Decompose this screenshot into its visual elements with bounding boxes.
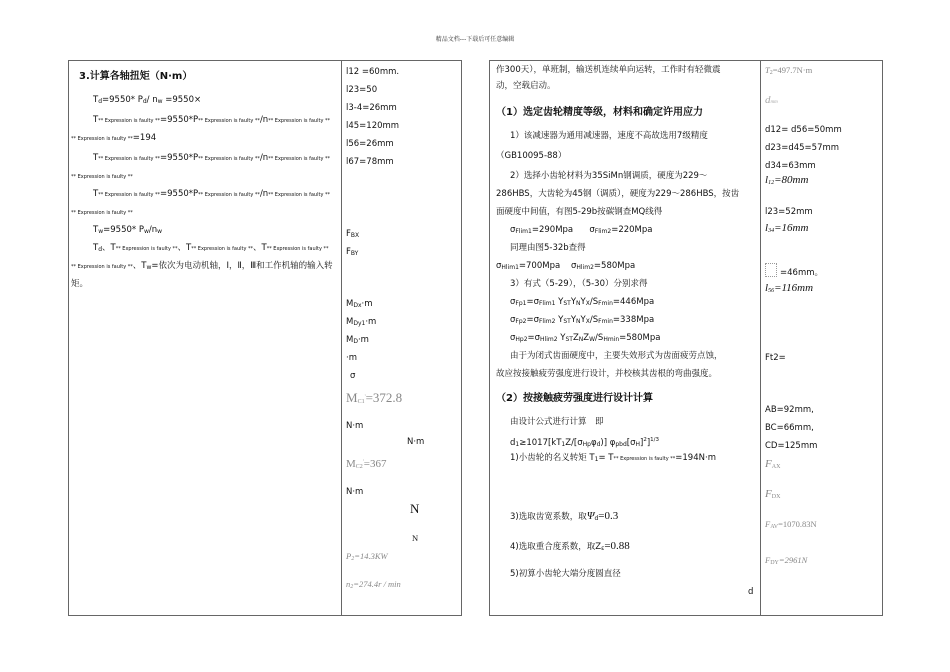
para-2a: 2）选择小齿轮材料为35SiMn钢调质，硬度为229～ [510,171,708,181]
right-page [489,60,883,616]
side-ab: AB=92mm, [765,405,814,415]
flim-values: σFlim1=290Mpa σFlim2=220Mpa [510,225,653,235]
side-p2: P2=14.3KW [346,551,388,562]
side-cd: CD=125mm [765,441,818,451]
side-d23: d23=d45=57mm [765,143,840,153]
para-1b: （GB10095-88） [496,151,567,161]
para-7: 由设计公式进行计算 即 [510,417,604,427]
design-formula: d1≥1017[kT1Z/[σHpφd)] $\varphi pbd[\sigma H]^2]^{1/3}$ [510,437,660,448]
side-l34: l3-4=26mm [346,103,397,113]
side-l12: l12 =60mm. [346,67,400,77]
section-title: 3.计算各轴扭矩（N·m） [79,71,193,82]
side-nm1: N·m [346,421,364,431]
side-l56: l56=26mm [346,139,394,149]
side-fdy: FDY=2961N [765,555,808,566]
section-heading-2: （2）按接触疲劳强度进行设计计算 [496,393,653,404]
t1-formula-cont: ** Expression is faulty **=194 [71,133,157,143]
page-header: 精品文档---下载后可任意编辑 [435,36,515,43]
left-column-divider [341,61,342,615]
step-5: 5)初算小齿轮大端分度圆直径 [510,569,621,579]
side-fbx: FBX [346,229,360,239]
left-page [68,60,462,616]
side-n-letter-2: N [412,533,419,543]
side-bc: BC=66mm, [765,423,814,433]
hp2-formula: σHp2=σHlim2 YSTZNZW/SHmin=580Mpa [510,333,661,343]
side-l12: l12=80mm [765,174,809,186]
step-3: 3)选取齿宽系数，取Ψd=0.3 [510,510,619,522]
step-1: 1)小齿轮的名义转矩 T1= T** Expression is faulty **=194N·m [510,453,716,463]
t3-formula-cont: ** Expression is faulty ** [71,210,133,216]
step-4: 4)选取重合度系数，取Zε=0.88 [510,540,630,552]
side-ft2: Ft2= [765,353,786,363]
side-fax: FAX [765,458,781,470]
side-l67: l67=78mm [346,157,394,167]
t1-formula: T** Expression is faulty **=9550*P** Expression is faulty **/n** Expression is faulty ** [93,115,330,125]
side-fby: FBY [346,247,359,257]
side-l45: l45=120mm [346,121,400,131]
para-2c: 面硬度中间值，有图5-29b按碳钢查MQ线得 [496,207,663,217]
side-nm2: N·m [346,487,364,497]
para-3: 同理由图5-32b查得 [510,243,586,253]
section-heading-1: （1）选定齿轮精度等级，材料和确定许用应力 [496,107,703,118]
torque-description: Td、T** Expression is faulty **、T** Expression is faulty **、T** Expression is faulty ** [93,243,329,253]
torque-description-cont: ** Expression is faulty **、Tw=依次为电动机轴，Ⅰ，Ⅱ，Ⅲ和工作机轴的输入转 [71,261,333,271]
side-l45: =46mm。 [765,263,823,279]
hlim-values: σHlim1=700Mpa σHlim2=580Mpa [496,261,636,271]
td-formula: Td=9550* Pd/ nw =9550× [93,95,202,105]
t2-formula-cont: ** Expression is faulty ** [71,174,133,180]
para-6: 故应按接触疲劳强度进行设计，并校核其齿根的弯曲强度。 [496,369,718,379]
side-nm-out: N·m [407,437,425,447]
para-5: 由于为闭式齿面硬度中，主要失效形式为齿面疲劳点蚀， [510,351,723,361]
tw-formula: Tw=9550* Pw/nw [93,225,163,235]
side-md: MD·m [346,335,369,345]
fp1-formula: σFp1=σFlim1 YSTYNYX/SFmin=446Mpa [510,297,655,307]
para-4: 3）有式（5-29），（5-30）分别求得 [510,279,648,289]
side-d12: d12= d56=50mm [765,125,842,135]
side-fav: FAV=1070.83N [765,519,817,530]
t2-formula: T** Expression is faulty **=9550*P** Expression is faulty **/n** Expression is faulty ** [93,153,330,163]
intro-line-2: 动，空载启动。 [496,81,556,91]
intro-line-1: 作300天），单班制，输送机连续单向运转，工作时有轻微震 [496,65,721,75]
t3-formula: T** Expression is faulty **=9550*P** Expression is faulty **/n** Expression is faulty ** [93,189,330,199]
side-l23: l23=50 [346,85,378,95]
right-column-divider [760,61,761,615]
side-mc1: MC1'=372.8 [346,390,403,405]
side-l34: l34=16mm [765,222,809,234]
torque-description-end: 矩。 [71,279,89,289]
side-d-mm: dmm [765,94,778,106]
side-l23: l23=52mm [765,207,813,217]
side-sigma: σ [350,371,356,381]
para-2b: 286HBS，大齿轮为45钢（调质），硬度为229～286HBS，按齿 [496,189,740,199]
side-mc2: MC2'=367 [346,458,387,470]
para-1a: 1）该减速器为通用减速器，速度不高故选用7级精度 [510,131,708,141]
side-mdx: MDx·m [346,299,373,309]
side-n2: n2=274.4r / min [346,579,401,590]
side-d34: d34=63mm [765,161,816,171]
side-fdx: FDX [765,488,781,500]
l45-glyph-icon [765,263,777,277]
side-mdy: MDy1·m [346,317,377,327]
fp2-formula: σFp2=σFlim2 YSTYNYX/SFmin=338Mpa [510,315,655,325]
side-n-letter: N [410,501,420,516]
side-t2: T2=497.7N·m [765,65,813,76]
side-l56: l56=116mm [765,282,814,294]
side-dot-m: ·m [346,353,357,363]
d-letter: d [748,587,754,597]
